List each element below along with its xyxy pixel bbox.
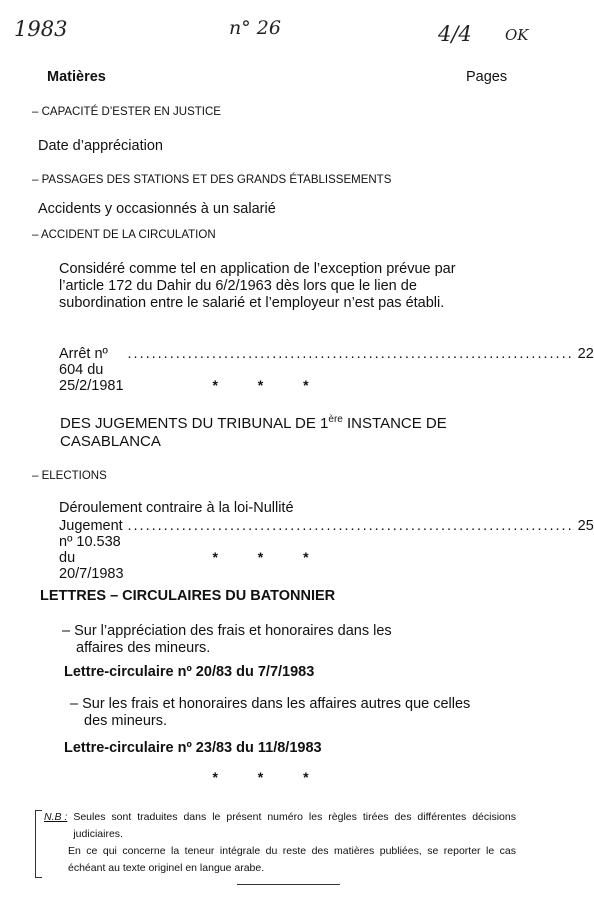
heading-casablanca: CASABLANCA xyxy=(60,433,161,450)
dot-leader: .......................................................................... xyxy=(127,518,574,534)
entry-date-appreciation: Date d’appréciation xyxy=(38,138,163,154)
note-label: N.B : xyxy=(44,811,68,823)
note-block xyxy=(38,809,516,877)
lettre-circulaire-1: Lettre-circulaire nº 20/83 du 7/7/1983 xyxy=(64,664,315,680)
handwritten-number: n° 26 xyxy=(229,17,281,39)
item-appreciation-frais: – Sur l’appréciation des frais et honoraires dans les affaires des mineurs. xyxy=(62,623,392,656)
heading-jugements-part2: INSTANCE DE xyxy=(342,415,447,432)
separator-stars: * * * xyxy=(212,377,327,393)
heading-jugements-sup: ère xyxy=(328,414,343,425)
entry-deroulement: Déroulement contraire à la loi-Nullité xyxy=(59,500,294,516)
paragraph-considere: Considéré comme tel en application de l’exception prévue par l’article 172 du Dahir du 6/2/1963 dès lors que le lien de subordination entre le salarié et l’employeur n’est pas établi. xyxy=(59,261,456,311)
dot-leader: .......................................................................... xyxy=(127,346,574,362)
header-matieres: Matières xyxy=(47,69,106,85)
lettre-circulaire-2: Lettre-circulaire nº 23/83 du 11/8/1983 xyxy=(64,740,322,756)
note-line2: En ce qui concerne la teneur intégrale du reste des matières publiées, se reporter le cas échéant au texte originel en langue arabe. xyxy=(68,845,516,874)
jugement-text: Jugement nº 10.538 du 20/7/1983 xyxy=(59,518,124,582)
section-passages: – PASSAGES DES STATIONS ET DES GRANDS ÉTABLISSEMENTS xyxy=(32,174,392,186)
heading-jugements-part1: DES JUGEMENTS DU TRIBUNAL DE 1 xyxy=(60,415,329,432)
item-frais-autres: – Sur les frais et honoraires dans les affaires autres que celles des mineurs. xyxy=(70,696,471,729)
divider-rule xyxy=(237,884,340,885)
handwritten-pages: 4/4 xyxy=(438,22,472,46)
section-circulation: – ACCIDENT DE LA CIRCULATION xyxy=(32,229,216,241)
header-pages: Pages xyxy=(466,69,508,85)
section-elections: – ELECTIONS xyxy=(32,470,107,482)
handwritten-year: 1983 xyxy=(14,17,68,41)
arret-page: 22 xyxy=(577,346,594,362)
jugement-page: 25 xyxy=(577,518,594,534)
entry-accidents: Accidents y occasionnés à un salarié xyxy=(38,201,276,217)
heading-lettres: LETTRES – CIRCULAIRES DU BATONNIER xyxy=(40,588,336,604)
note-line1: Seules sont traduites dans le présent numéro les règles tirées des différentes décisions judiciaires. xyxy=(73,811,516,840)
heading-jugements xyxy=(60,414,447,432)
arret-text: Arrêt nº 604 du 25/2/1981 xyxy=(59,346,124,394)
section-capacite: – CAPACITÉ D’ESTER EN JUSTICE xyxy=(32,106,221,118)
separator-stars: * * * xyxy=(212,549,327,565)
separator-stars: * * * xyxy=(212,769,327,785)
handwritten-ok: OK xyxy=(505,26,529,44)
